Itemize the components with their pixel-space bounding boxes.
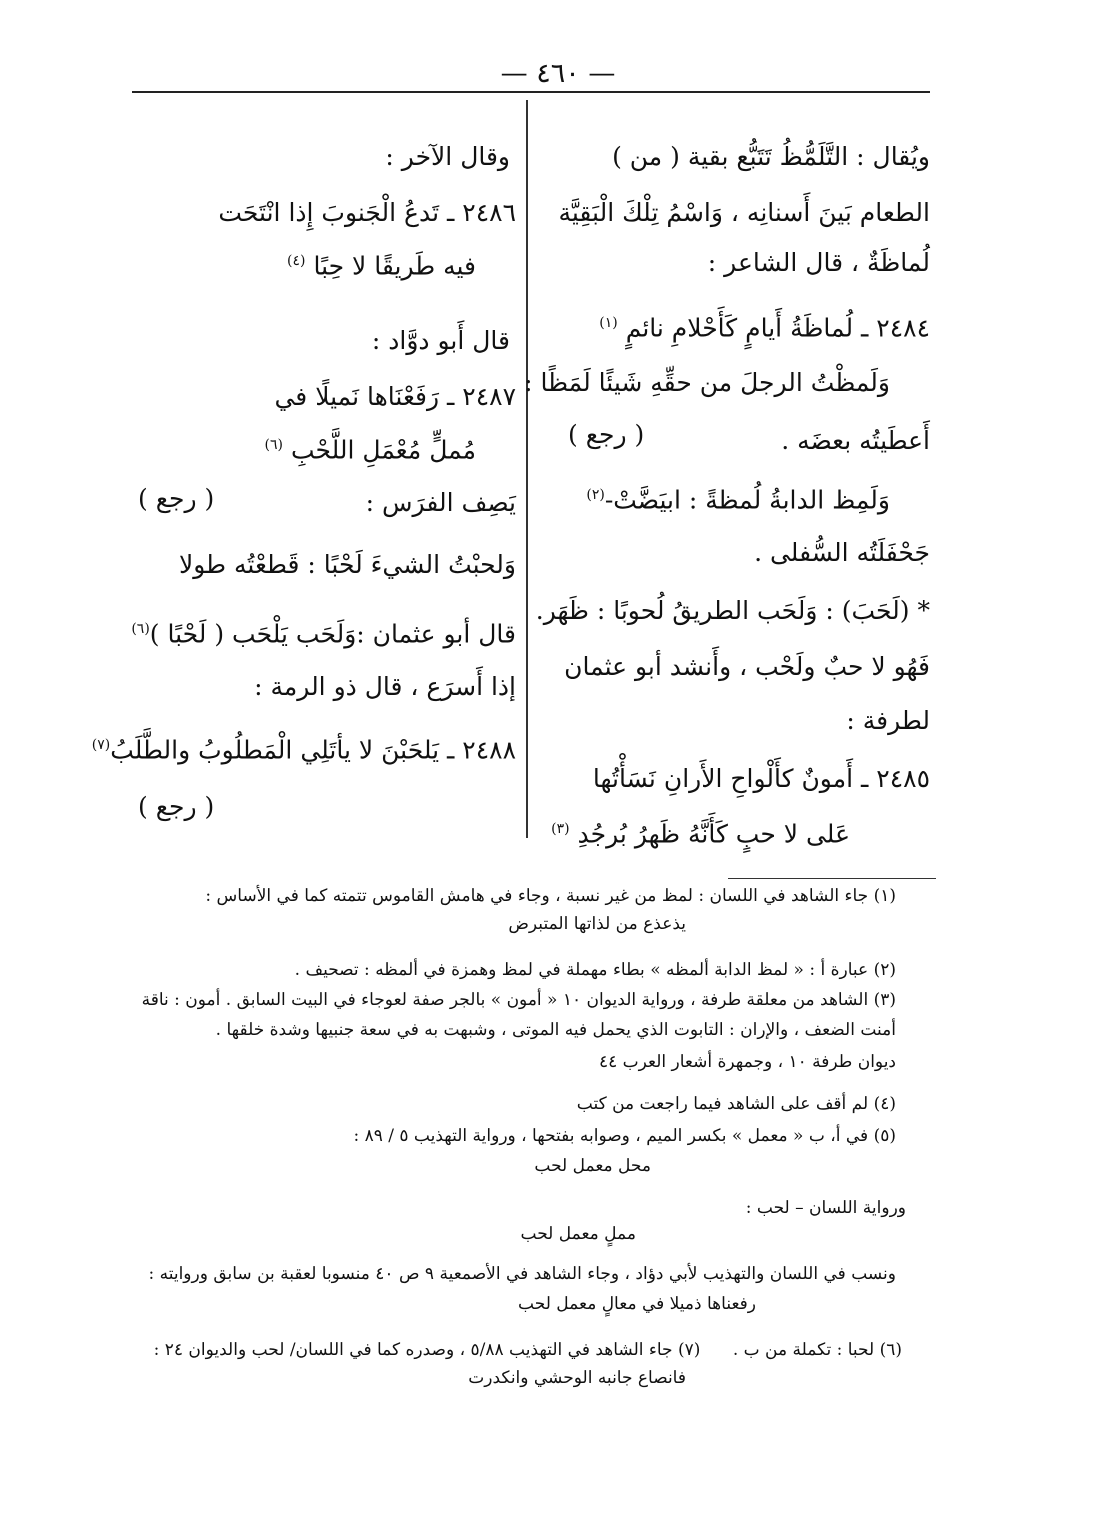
footnote: أمنت الضعف ، والإران : التابوت الذي يحمل فيه الموتى ، وشبهت به في سعة جنبيها وشدة خلقها . [215, 1020, 896, 1040]
text-line: قال أَبو دوَّاد : [371, 326, 510, 355]
footnote-mark: (٣) [551, 821, 570, 837]
footnote-verse: محل معمل لحب [534, 1156, 651, 1176]
footnote: (١) جاء الشاهد في اللسان : لمظ من غير نسبة ، وجاء في هامش القاموس تتمته كما في الأساس : [205, 886, 896, 906]
text-fragment: وَلَمِظ الدابةُ لُمظةً : ابيَضَّتْ- [604, 485, 890, 515]
text-line: الطعام بَينَ أَسنانِه ، وَاسْمُ تِلْكَ الْبَقِيَّة [558, 198, 930, 227]
footnote-verse: مملٍ معمل لحب [520, 1224, 636, 1244]
column-divider [526, 100, 528, 838]
verse-line [548, 812, 850, 851]
footnote: (٢) عبارة أ : « لمظ الدابة ألمظه » بطاء مهملة في لمظ وهمزة في ألمظه : تصحيف . [294, 960, 896, 980]
footnote-rule [728, 878, 936, 879]
top-rule [132, 91, 930, 93]
verse-line: ٢٤٨٥ ـ أَمونٌ كأَلْواحِ الأَرانِ نَسَأْتُها [592, 764, 930, 793]
verse-line [130, 244, 476, 283]
verse-line: ٢٤٨٦ ـ تَدعُ الْجَنوبَ إِذا انْتَحَت [218, 198, 516, 227]
footnote-mark: (٦) [131, 621, 150, 637]
text-line: وَلَمظْتُ الرجلَ من حقِّهِ شَيئًا لَمَظًا : [524, 368, 890, 397]
verse-text: فيه طَريقًا لا حِبًا [313, 251, 476, 281]
text-line [130, 612, 516, 651]
footnote-mark: (٢) [586, 487, 605, 503]
footnote-verse: رفعناها ذميلا في معالٍ معمل لحب [518, 1294, 756, 1314]
footnote-mark: (١) [599, 315, 618, 331]
text-line [548, 478, 890, 517]
footnote: ديوان طرفة ١٠ ، وجمهرة أشعار العرب ٤٤ [598, 1052, 896, 1072]
text-line: ويُقال : التَّلَمُّظُ تَتَبُّع بقية ( من ) [612, 142, 930, 171]
footnote-mark: (٧) [91, 737, 111, 753]
footnote-text: (٧) جاء الشاهد في التهذيب ٥/٨٨ ، وصدره كما في اللسان/ لحب والديوان ٢٤ : [153, 1340, 701, 1360]
footnote: (٥) في أ، ب « معمل » بكسر الميم ، وصوابه بفتحها ، ورواية التهذيب ٥ / ٨٩ : [353, 1126, 896, 1146]
footnote: (٣) الشاهد من معلقة طرفة ، ورواية الديوان ١٠ « أمون » بالجر صفة لعوجاء في البيت السابق . أمون : ناقة [141, 990, 896, 1010]
verse-text: ٢٤٨٤ ـ لُماظَةُ أَيامٍ كَأَحْلامِ نائمٍ [625, 313, 930, 343]
footnote-verse: يذعذع من لذاتها المتبرض [508, 914, 686, 934]
text-line: فَهُو لا حبٌ ولَحْب ، وأَنشد أبو عثمان [564, 652, 930, 681]
text-line: إذا أَسرَع ، قال ذو الرمة : [254, 672, 516, 701]
text-line: وَلحبْتُ الشيءَ لَحْبًا : قَطعْتُه طولا [179, 550, 516, 579]
footnote: ورواية اللسان – لحب : [745, 1198, 906, 1218]
return-mark: ( رجع ) [138, 484, 215, 513]
page-number: — ٤٦٠ — [500, 58, 616, 89]
verse-text: عَلى لا حبٍ كَأَنَّهُ ظَهرُ بُرجُدِ [577, 819, 850, 849]
text-fragment: قال أبو عثمان :وَلَحَب يَلْحَب ( لَحْبًا ) [149, 619, 516, 649]
footnote [154, 1338, 902, 1362]
text-line: وقال الآخر : [385, 142, 510, 171]
text-line: يَصِف الفرَس : [365, 488, 516, 517]
entry-heading: * (لَحَبَ) : وَلَحَب الطريقُ لُحوبًا : ظَهَر. [535, 596, 930, 625]
text-line: لُماظَةٌ ، قال الشاعر : [707, 248, 930, 277]
return-mark: ( رجع ) [138, 792, 215, 821]
footnote-mark: (٦) [264, 437, 283, 453]
footnote: ونسب في اللسان والتهذيب لأبي دؤاد ، وجاء الشاهد في الأصمعية ٩ ص ٤٠ منسوبا لعقبة بن سابق وروايته : [148, 1264, 896, 1284]
footnote-verse: فانصاع جانبه الوحشي وانكدرت [468, 1368, 686, 1388]
verse-line [548, 306, 930, 345]
text-line: جَحْفَلَتُه السُّفلى . [754, 538, 930, 567]
footnote-mark: (٤) [287, 253, 306, 269]
verse-line: ٢٤٨٧ ـ رَفَعْنَاها نَميلًا في [274, 382, 516, 411]
footnote-text: (٦) لحبا : تكملة من ب . [732, 1340, 902, 1360]
return-mark: ( رجع ) [568, 420, 645, 449]
verse-line [130, 428, 476, 467]
footnote: (٤) لم أقف على الشاهد فيما راجعت من كتب [576, 1094, 896, 1114]
text-line: أَعطَيتُه بعضَه . [781, 426, 930, 455]
text-line: لطرفة : [846, 706, 930, 735]
verse-line [91, 728, 516, 767]
verse-text: مُملٍّ مُعْمَلِ اللَّحْبِ [290, 435, 476, 465]
verse-text: ٢٤٨٨ ـ يَلحَبْنَ لا يأتَلِي الْمَطلُوبُ والطَّلَبُ [110, 735, 516, 765]
